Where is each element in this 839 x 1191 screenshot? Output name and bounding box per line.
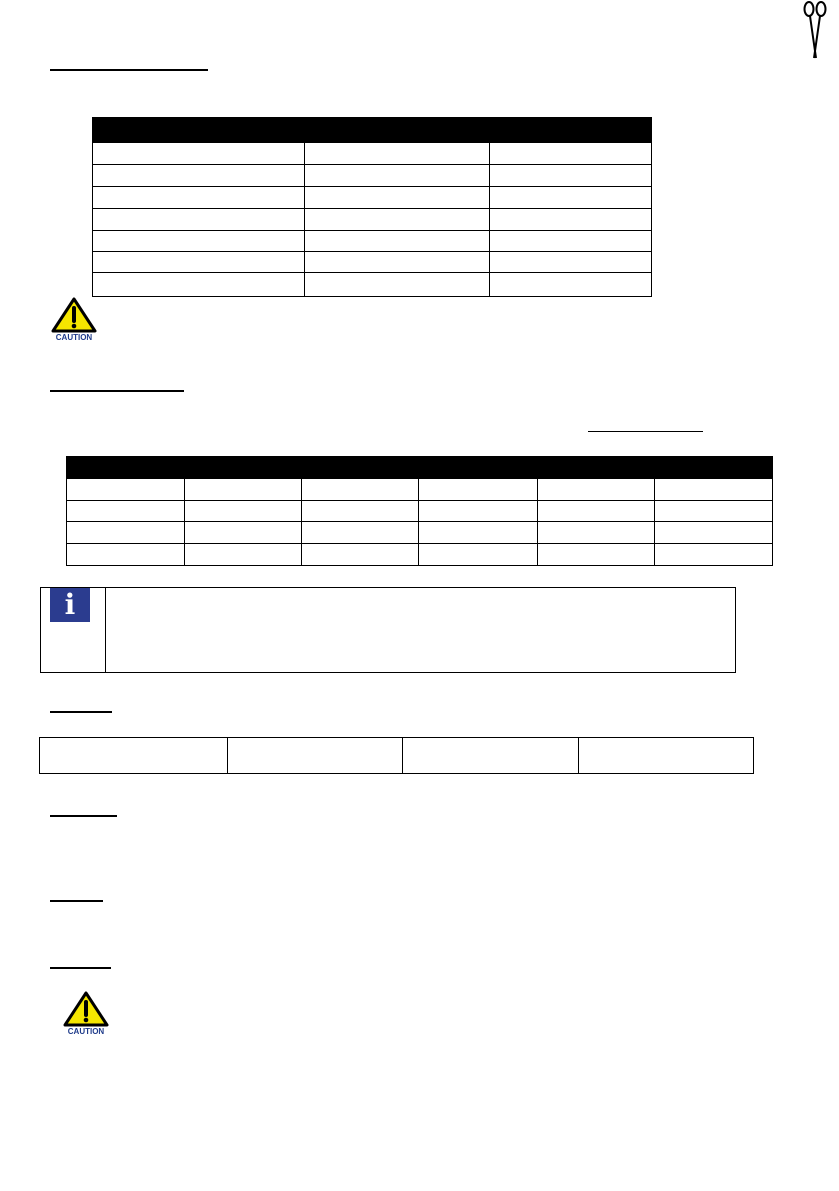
table-row bbox=[67, 522, 773, 544]
section-heading-underline bbox=[50, 967, 111, 969]
table-row bbox=[93, 165, 652, 187]
section-heading-underline bbox=[50, 815, 117, 817]
section-heading-underline bbox=[50, 711, 112, 713]
table-row bbox=[93, 209, 652, 231]
info-note-box bbox=[40, 587, 736, 673]
section-heading-underline bbox=[50, 69, 208, 71]
caution-icon bbox=[61, 991, 111, 1035]
table-header-row bbox=[67, 457, 773, 479]
table-header-cell bbox=[93, 118, 652, 143]
table-row bbox=[67, 544, 773, 566]
table-2 bbox=[66, 456, 773, 566]
caution-label: CAUTION bbox=[55, 333, 93, 341]
table-row bbox=[67, 501, 773, 522]
table-header-cell bbox=[67, 457, 773, 479]
table-row bbox=[93, 273, 652, 297]
link-underline bbox=[588, 431, 703, 432]
section-heading-underline bbox=[50, 900, 103, 902]
table-row bbox=[93, 143, 652, 165]
table-row bbox=[40, 738, 754, 774]
table-1 bbox=[92, 117, 652, 297]
info-note-divider bbox=[105, 587, 106, 673]
table-row bbox=[93, 187, 652, 209]
scissors-icon bbox=[803, 0, 827, 60]
caution-icon bbox=[49, 297, 99, 341]
table-header-row bbox=[93, 118, 652, 143]
caution-label: CAUTION bbox=[67, 1027, 105, 1035]
info-icon: i bbox=[50, 588, 90, 622]
table-3 bbox=[39, 737, 754, 774]
table-row bbox=[67, 479, 773, 501]
table-row bbox=[93, 231, 652, 252]
table-row bbox=[93, 252, 652, 273]
section-heading-underline bbox=[50, 390, 184, 392]
